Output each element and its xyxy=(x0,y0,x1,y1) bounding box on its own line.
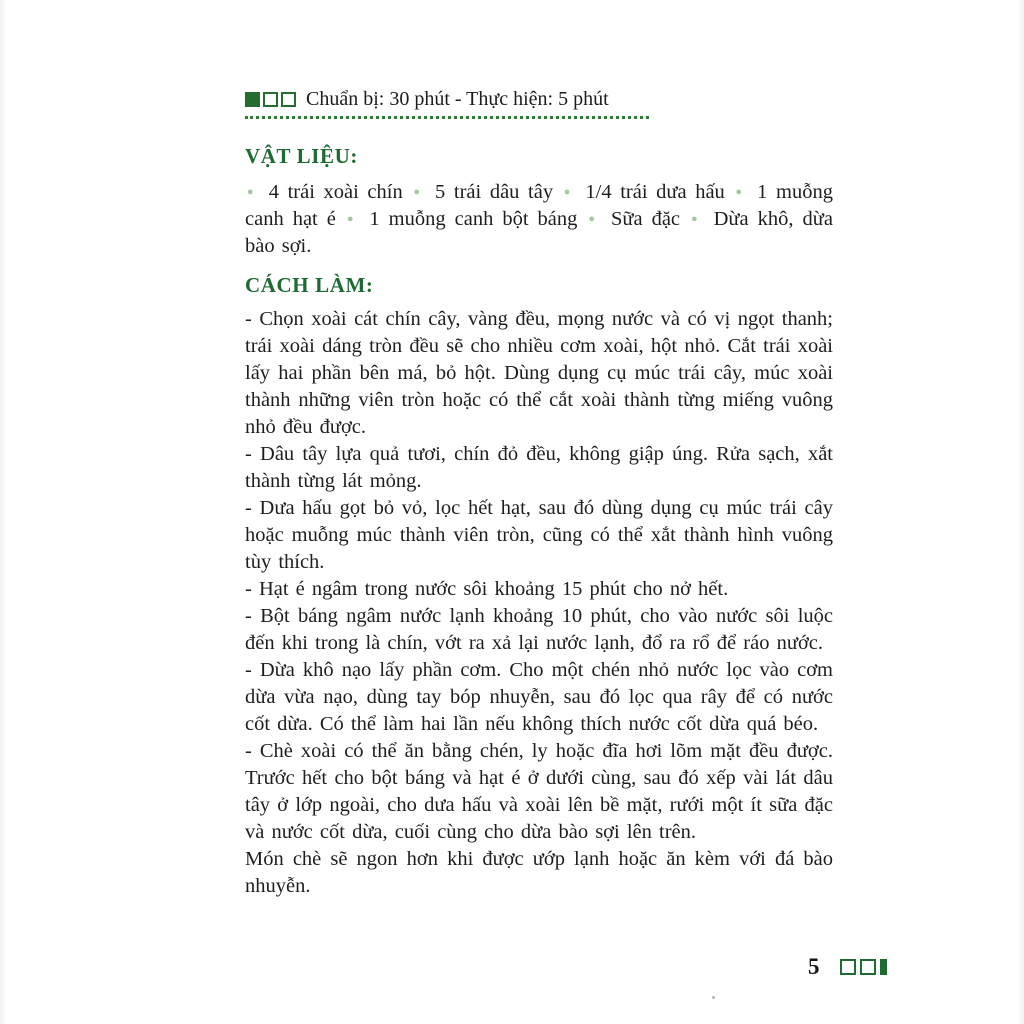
ingredient-item: Dừa khô, dừa bào sợi. xyxy=(245,208,833,257)
ingredient-item: 1/4 trái dưa hấu xyxy=(576,181,734,203)
ingredient-bullet-icon: ● xyxy=(691,213,700,225)
method-steps xyxy=(245,306,833,900)
page-footer xyxy=(808,954,887,980)
outline-square-icon xyxy=(860,959,876,975)
method-step: - Chọn xoài cát chín cây, vàng đều, mọng nước và có vị ngọt thanh; trái xoài dáng tròn đều sẽ cho nhiều cơm xoài, hột nhỏ. Cắt trái xoài lấy hai phần bên má, bỏ hột. Dùng dụng cụ múc trái cây, múc xoài thành những viên tròn hoặc có thể cắt xoài thành từng miếng vuông nhỏ đều được. xyxy=(245,308,833,438)
scan-speck xyxy=(712,996,715,999)
ingredient-bullet-icon: ● xyxy=(588,213,597,225)
method-step: - Hạt é ngâm trong nước sôi khoảng 15 phút cho nở hết. xyxy=(245,578,729,600)
method-step: Món chè sẽ ngon hơn khi được ướp lạnh hoặc ăn kèm với đá bào nhuyễn. xyxy=(245,848,833,897)
ingredients-heading: VẬT LIỆU: xyxy=(245,144,358,168)
ingredients-list xyxy=(245,179,833,260)
prep-time-text: Chuẩn bị: 30 phút - Thực hiện: 5 phút xyxy=(306,88,609,110)
outline-square-icon xyxy=(263,92,278,107)
page-content xyxy=(245,88,833,900)
method-step: - Dâu tây lựa quả tươi, chín đỏ đều, không giập úng. Rửa sạch, xắt thành từng lát mỏng. xyxy=(245,443,833,492)
method-step: - Chè xoài có thể ăn bằng chén, ly hoặc đĩa hơi lõm mặt đều được. Trước hết cho bột báng và hạt é ở dưới cùng, sau đó xếp vài lát dâu tây ở lớp ngoài, cho dưa hấu và xoài lên bề mặt, rưới một ít sữa đặc và nước cốt dừa, cuối cùng cho dừa bào sợi lên trên. xyxy=(245,740,833,843)
dotted-divider xyxy=(245,116,649,119)
ingredient-bullet-icon: ● xyxy=(735,186,744,198)
prep-time-header xyxy=(245,88,833,119)
ingredient-item: 1 muỗng canh hạt é xyxy=(245,181,833,230)
ingredient-bullet-icon: ● xyxy=(247,186,256,198)
ingredient-item: Sữa đặc xyxy=(601,208,690,230)
difficulty-squares-icon xyxy=(245,92,299,107)
ingredient-item: 4 trái xoài chín xyxy=(260,181,412,203)
outline-square-icon xyxy=(281,92,296,107)
ingredient-item: 5 trái dâu tây xyxy=(426,181,562,203)
method-step: - Dưa hấu gọt bỏ vỏ, lọc hết hạt, sau đó dùng dụng cụ múc trái cây hoặc muỗng múc thành viên tròn, cũng có thể xắt thành hình vuông tùy thích. xyxy=(245,497,833,573)
footer-squares-icon xyxy=(840,959,887,975)
method-heading: CÁCH LÀM: xyxy=(245,273,374,297)
ingredient-bullet-icon: ● xyxy=(413,186,422,198)
method-step: - Dừa khô nạo lấy phần cơm. Cho một chén nhỏ nước lọc vào cơm dừa vừa nạo, dùng tay bóp nhuyễn, sau đó lọc qua rây để có nước cốt dừa. Có thể làm hai lần nếu không thích nước cốt dừa quá béo. xyxy=(245,659,833,735)
ingredient-item: 1 muỗng canh bột báng xyxy=(360,208,587,230)
ingredient-bullet-icon: ● xyxy=(563,186,572,198)
method-step: - Bột báng ngâm nước lạnh khoảng 10 phút, cho vào nước sôi luộc đến khi trong là chín, vớt ra xả lại nước lạnh, đổ ra rổ để ráo nước. xyxy=(245,605,833,654)
filled-bar-icon xyxy=(880,959,887,975)
filled-square-icon xyxy=(245,92,260,107)
ingredient-bullet-icon: ● xyxy=(346,213,356,225)
outline-square-icon xyxy=(840,959,856,975)
page-number: 5 xyxy=(808,954,820,979)
